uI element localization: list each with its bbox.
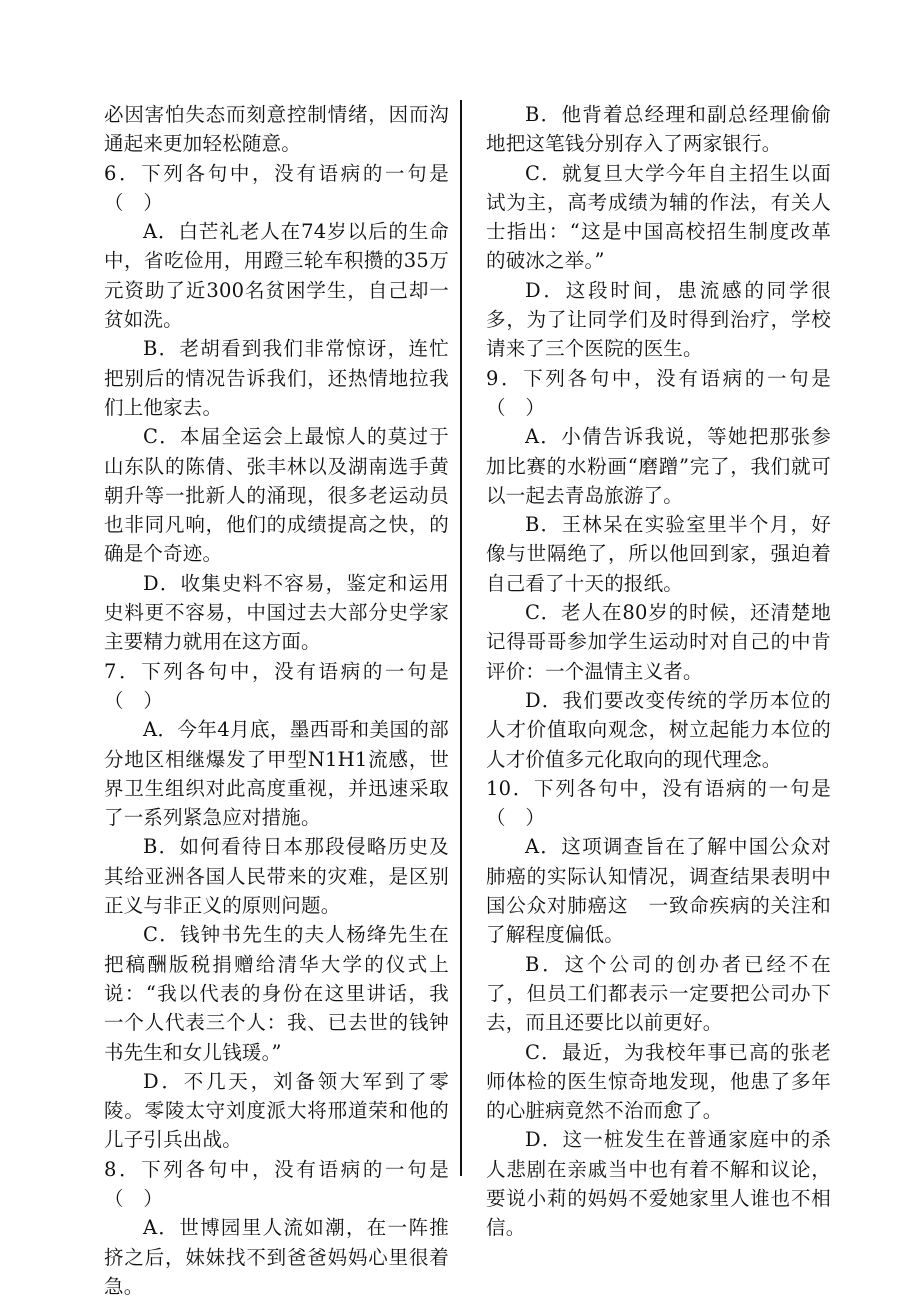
question-stem: 10．下列各句中，没有语病的一句是（ ） xyxy=(486,776,831,830)
question-stem: 6．下列各句中，没有语病的一句是（ ） xyxy=(104,161,449,214)
option-c: C．最近，为我校年事已高的张老师体检的医生惊奇地发现，他患了多年的心脏病竟然不治而愈了。 xyxy=(486,1040,831,1123)
option-d: D．我们要改变传统的学历本位的人才价值取向观念，树立起能力本位的人才价值多元化取向的现代理念。 xyxy=(486,688,831,771)
option-b: B．他背着总经理和副总经理偷偷地把这笔钱分别存入了两家银行。 xyxy=(486,103,831,156)
question-10 xyxy=(486,774,831,1243)
question-7 xyxy=(104,657,449,1155)
option-d: D．这段时间，患流感的同学很多，为了让同学们及时得到治疗，学校请来了三个医院的医生。 xyxy=(486,278,831,361)
option-c: C．本届全运会上最惊人的莫过于山东队的陈倩、张丰林以及湖南选手黄朝升等一批新人的涌现，很多老运动员也非同凡响，他们的成绩提高之快，的确是个奇迹。 xyxy=(104,425,449,566)
question-stem: 9．下列各句中，没有语病的一句是（ ） xyxy=(486,366,831,419)
continued-text: 必因害怕失态而刻意控制情绪，因而沟通起来更加轻松随意。 xyxy=(104,103,449,156)
right-column xyxy=(486,100,831,1243)
option-d: D．收集史料不容易，鉴定和运用史料更不容易，中国过去大部分史学家主要精力就用在这方面。 xyxy=(104,571,449,654)
question-8-continued xyxy=(486,100,831,364)
option-a: A．这项调查旨在了解中国公众对肺癌的实际认知情况，调查结果表明中国公众对肺癌这 一致命疾病的关注和了解程度偏低。 xyxy=(486,835,831,947)
option-b: B．老胡看到我们非常惊讶，连忙把别后的情况告诉我们，还热情地拉我们上他家去。 xyxy=(104,337,449,419)
question-6 xyxy=(104,159,449,657)
option-a: A．今年4月底，墨西哥和美国的部分地区相继爆发了甲型N1H1流感，世界卫生组织对此高度重视，并迅速采取了一系列紧急应对措施。 xyxy=(104,718,449,830)
question-stem: 7．下列各句中，没有语病的一句是（ ） xyxy=(104,659,449,712)
option-d: D．这一桩发生在普通家庭中的杀人悲剧在亲戚当中也有着不解和议论，要说小莉的妈妈不爱她家里人谁也不相信。 xyxy=(486,1128,831,1240)
option-a: A．小倩告诉我说，等她把那张参加比赛的水粉画“磨蹭”完了，我们就可以一起去青岛旅游了。 xyxy=(486,425,831,507)
question-stem: 8．下列各句中，没有语病的一句是（ ） xyxy=(104,1157,449,1210)
column-divider xyxy=(460,100,462,1176)
option-c: C．老人在80岁的时候，还清楚地记得哥哥参加学生运动时对自己的中肯评价：一个温情主义者。 xyxy=(486,601,831,683)
left-column xyxy=(104,100,449,1301)
option-b: B．这个公司的创办者已经不在了，但员工们都表示一定要把公司办下去，而且还要比以前更好。 xyxy=(486,952,831,1035)
option-a: A．世博园里人流如潮，在一阵推挤之后，妹妹找不到爸爸妈妈心里很着急。 xyxy=(104,1216,449,1298)
question-9 xyxy=(486,364,831,774)
question-8 xyxy=(104,1155,449,1301)
option-d: D．不几天，刘备领大军到了零陵。零陵太守刘度派大将邢道荣和他的儿子引兵出战。 xyxy=(104,1069,449,1152)
option-b: B．王林呆在实验室里半个月，好像与世隔绝了，所以他回到家，强迫着自己看了十天的报纸。 xyxy=(486,513,831,595)
option-a: A．白芒礼老人在74岁以后的生命中，省吃俭用，用蹬三轮车积攒的35万元资助了近300名贫困学生，自己却一贫如洗。 xyxy=(104,220,449,332)
option-b: B．如何看待日本那段侵略历史及其给亚洲各国人民带来的灾难，是区别正义与非正义的原则问题。 xyxy=(104,835,449,918)
option-c: C．钱钟书先生的夫人杨绛先生在把稿酬版税捐赠给清华大学的仪式上说：“我以代表的身份在这里讲话，我一个人代表三个人：我、已去世的钱钟书先生和女儿钱瑗。” xyxy=(104,923,449,1064)
option-c: C．就复旦大学今年自主招生以面试为主，高考成绩为辅的作法，有关人士指出：“这是中国高校招生制度改革的破冰之举。” xyxy=(486,161,831,273)
